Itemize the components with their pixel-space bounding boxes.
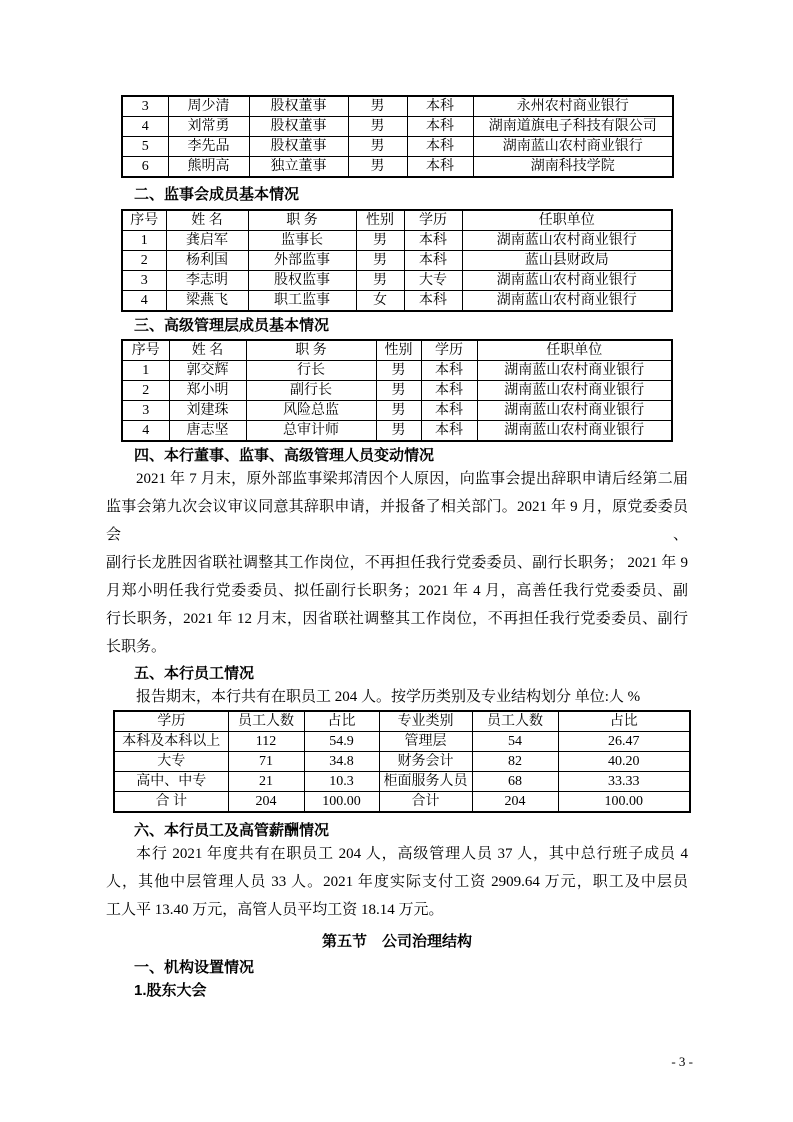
table-cell: 71: [228, 752, 304, 772]
table-cell: 高中、中专: [114, 772, 228, 792]
table-cell: 男: [356, 251, 404, 271]
table-cell: 财务会计: [379, 752, 472, 772]
header-cell: 学历: [404, 210, 462, 231]
table-cell: 蓝山县财政局: [462, 251, 672, 271]
table-cell: 湖南蓝山农村商业银行: [462, 231, 672, 251]
employees-table: [113, 710, 691, 813]
table-row: [114, 752, 690, 772]
header-cell: 姓 名: [166, 210, 248, 231]
supervisors-table: [121, 209, 673, 312]
header-cell: 学历: [421, 340, 477, 361]
table-row: [122, 271, 672, 291]
table-cell: 股权监事: [248, 271, 356, 291]
header-cell: 学历: [114, 711, 228, 732]
header-cell: 职 务: [248, 210, 356, 231]
table-cell: 男: [376, 361, 421, 381]
table-cell: 204: [228, 792, 304, 813]
table-cell: 本科: [407, 157, 473, 178]
table-cell: 男: [376, 421, 421, 442]
table-row: [122, 137, 673, 157]
header-cell: 员工人数: [228, 711, 304, 732]
paragraph-line: 2021 年 7 月末，原外部监事梁邦清因个人原因，向监事会提出辞职申请后经第二届: [136, 471, 688, 487]
page-content: [106, 0, 688, 1000]
table-cell: 40.20: [558, 752, 690, 772]
paragraph-line: 副行长龙胜因省联社调整其工作岗位，不再担任我行党委委员、副行长职务； 2021 年 9: [106, 555, 688, 571]
directors-table-body: [122, 96, 673, 177]
table-cell: 本科: [404, 251, 462, 271]
paragraph-line: 月郑小明任我行党委委员、拟任副行长职务；2021 年 4 月，高善任我行党委委员、副: [106, 583, 688, 599]
table-cell: 李志明: [166, 271, 248, 291]
paragraph-line: 人，其他中层管理人员 33 人。2021 年度实际支付工资 2909.64 万元，职工及中层员: [106, 874, 688, 890]
table-cell: 68: [472, 772, 558, 792]
table-cell: 3: [122, 96, 168, 117]
table-cell: 204: [472, 792, 558, 813]
table-cell: 湖南蓝山农村商业银行: [477, 421, 672, 442]
supervisors-table-body: [122, 231, 672, 312]
section-heading-senior-management: 三、高级管理层成员基本情况: [134, 317, 330, 334]
table-cell: 李先品: [168, 137, 249, 157]
table-cell: 行长: [246, 361, 376, 381]
employees-table-body: [114, 732, 690, 813]
table-cell: 湖南蓝山农村商业银行: [477, 401, 672, 421]
table-row: [122, 117, 673, 137]
table-cell: 10.3: [304, 772, 379, 792]
header-cell: 性别: [356, 210, 404, 231]
table-cell: 本科: [407, 96, 473, 117]
table-cell: 外部监事: [248, 251, 356, 271]
table-cell: 本科: [421, 361, 477, 381]
table-cell: 男: [376, 401, 421, 421]
table-cell: 6: [122, 157, 168, 178]
table-row: [122, 291, 672, 312]
table-cell: 股权董事: [249, 96, 348, 117]
personnel-changes-paragraph: [106, 465, 688, 661]
table-cell: 总审计师: [246, 421, 376, 442]
table-cell: 监事长: [248, 231, 356, 251]
table-cell: 股权董事: [249, 117, 348, 137]
table-cell: 管理层: [379, 732, 472, 752]
table-cell: 本科: [404, 231, 462, 251]
table-row: [114, 792, 690, 813]
table-cell: 熊明高: [168, 157, 249, 178]
table-cell: 2: [122, 251, 166, 271]
table-cell: 杨利国: [166, 251, 248, 271]
header-cell: 任职单位: [477, 340, 672, 361]
table-cell: 职工监事: [248, 291, 356, 312]
table-cell: 54: [472, 732, 558, 752]
table-cell: 湖南蓝山农村商业银行: [462, 271, 672, 291]
header-cell: 占比: [558, 711, 690, 732]
table-row: [122, 361, 672, 381]
table-cell: 风险总监: [246, 401, 376, 421]
table-row: [114, 772, 690, 792]
section-heading-personnel-changes: 四、本行董事、监事、高级管理人员变动情况: [134, 447, 435, 464]
header-cell: 职 务: [246, 340, 376, 361]
table-cell: 本科: [407, 117, 473, 137]
table-cell: 男: [348, 96, 407, 117]
table-header-row: [122, 340, 672, 361]
table-cell: 本科: [421, 421, 477, 442]
table-cell: 34.8: [304, 752, 379, 772]
header-cell: 专业类别: [379, 711, 472, 732]
table-row: [122, 381, 672, 401]
paragraph-line: 行长职务，2021 年 12 月末，因省联社调整其工作岗位，不再担任我行党委委员、副行: [106, 611, 688, 627]
table-cell: 股权董事: [249, 137, 348, 157]
table-row: [122, 421, 672, 442]
table-header-row: [114, 711, 690, 732]
table-cell: 大专: [404, 271, 462, 291]
table-cell: 男: [376, 381, 421, 401]
table-cell: 独立董事: [249, 157, 348, 178]
table-cell: 永州农村商业银行: [473, 96, 673, 117]
table-row: [122, 96, 673, 117]
table-cell: 26.47: [558, 732, 690, 752]
header-cell: 序号: [122, 210, 166, 231]
senior-management-table: [121, 339, 673, 442]
table-row: [122, 251, 672, 271]
table-cell: 郭交辉: [169, 361, 246, 381]
table-row: [122, 157, 673, 178]
page-number: - 3 -: [671, 1054, 693, 1069]
header-cell: 任职单位: [462, 210, 672, 231]
table-cell: 男: [348, 137, 407, 157]
table-cell: 周少清: [168, 96, 249, 117]
table-cell: 82: [472, 752, 558, 772]
table-cell: 郑小明: [169, 381, 246, 401]
table-cell: 本科: [421, 381, 477, 401]
table-cell: 唐志坚: [169, 421, 246, 442]
table-cell: 1: [122, 231, 166, 251]
table-cell: 湖南蓝山农村商业银行: [462, 291, 672, 312]
table-cell: 本科及本科以上: [114, 732, 228, 752]
subsection-heading-organization: 一、机构设置情况: [134, 959, 255, 976]
subsection-heading-shareholders-meeting: 1.股东大会: [134, 982, 207, 999]
table-cell: 刘常勇: [168, 117, 249, 137]
table-cell: 梁燕飞: [166, 291, 248, 312]
table-cell: 刘建珠: [169, 401, 246, 421]
table-header-row: [122, 210, 672, 231]
section-heading-supervisors: 二、监事会成员基本情况: [134, 186, 300, 203]
table-cell: 100.00: [558, 792, 690, 813]
table-cell: 4: [122, 421, 169, 442]
table-cell: 男: [348, 157, 407, 178]
table-cell: 21: [228, 772, 304, 792]
header-cell: 序号: [122, 340, 169, 361]
table-cell: 男: [356, 271, 404, 291]
table-cell: 1: [122, 361, 169, 381]
header-cell: 姓 名: [169, 340, 246, 361]
paragraph-line: 工人平 13.40 万元，高管人员平均工资 18.14 万元。: [106, 902, 444, 918]
paragraph-line: 本行 2021 年度共有在职员工 204 人，高级管理人员 37 人，其中总行班子成员 4: [136, 846, 688, 862]
section-heading-employees: 五、本行员工情况: [134, 665, 255, 682]
table-cell: 100.00: [304, 792, 379, 813]
employees-intro-line: 报告期末，本行共有在职员工 204 人。按学历类别及专业结构划分 单位:人 %: [136, 689, 641, 705]
table-cell: 5: [122, 137, 168, 157]
paragraph-line: 监事会第九次会议审议同意其辞职申请，并报备了相关部门。2021 年 9 月，原党委委员会、: [106, 499, 688, 543]
paragraph-line: 长职务。: [106, 639, 167, 655]
table-cell: 4: [122, 291, 166, 312]
table-cell: 柜面服务人员: [379, 772, 472, 792]
table-cell: 湖南蓝山农村商业银行: [477, 381, 672, 401]
section-heading-compensation: 六、本行员工及高管薪酬情况: [134, 822, 330, 839]
table-cell: 女: [356, 291, 404, 312]
table-cell: 男: [348, 117, 407, 137]
table-cell: 本科: [404, 291, 462, 312]
compensation-paragraph: [106, 840, 688, 924]
table-cell: 湖南蓝山农村商业银行: [477, 361, 672, 381]
header-cell: 性别: [376, 340, 421, 361]
directors-table: [121, 95, 674, 178]
table-cell: 本科: [407, 137, 473, 157]
table-cell: 湖南科技学院: [473, 157, 673, 178]
table-cell: 男: [356, 231, 404, 251]
table-row: [122, 401, 672, 421]
table-cell: 2: [122, 381, 169, 401]
table-cell: 33.33: [558, 772, 690, 792]
senior-management-table-body: [122, 361, 672, 442]
table-cell: 54.9: [304, 732, 379, 752]
table-cell: 龚启军: [166, 231, 248, 251]
table-cell: 副行长: [246, 381, 376, 401]
table-cell: 合计: [379, 792, 472, 813]
table-cell: 合 计: [114, 792, 228, 813]
table-cell: 湖南蓝山农村商业银行: [473, 137, 673, 157]
table-cell: 4: [122, 117, 168, 137]
table-cell: 湖南道旗电子科技有限公司: [473, 117, 673, 137]
table-cell: 3: [122, 271, 166, 291]
table-cell: 大专: [114, 752, 228, 772]
table-cell: 3: [122, 401, 169, 421]
table-row: [122, 231, 672, 251]
table-cell: 本科: [421, 401, 477, 421]
table-row: [114, 732, 690, 752]
header-cell: 员工人数: [472, 711, 558, 732]
table-cell: 112: [228, 732, 304, 752]
chapter-heading: 第五节 公司治理结构: [321, 933, 472, 950]
header-cell: 占比: [304, 711, 379, 732]
